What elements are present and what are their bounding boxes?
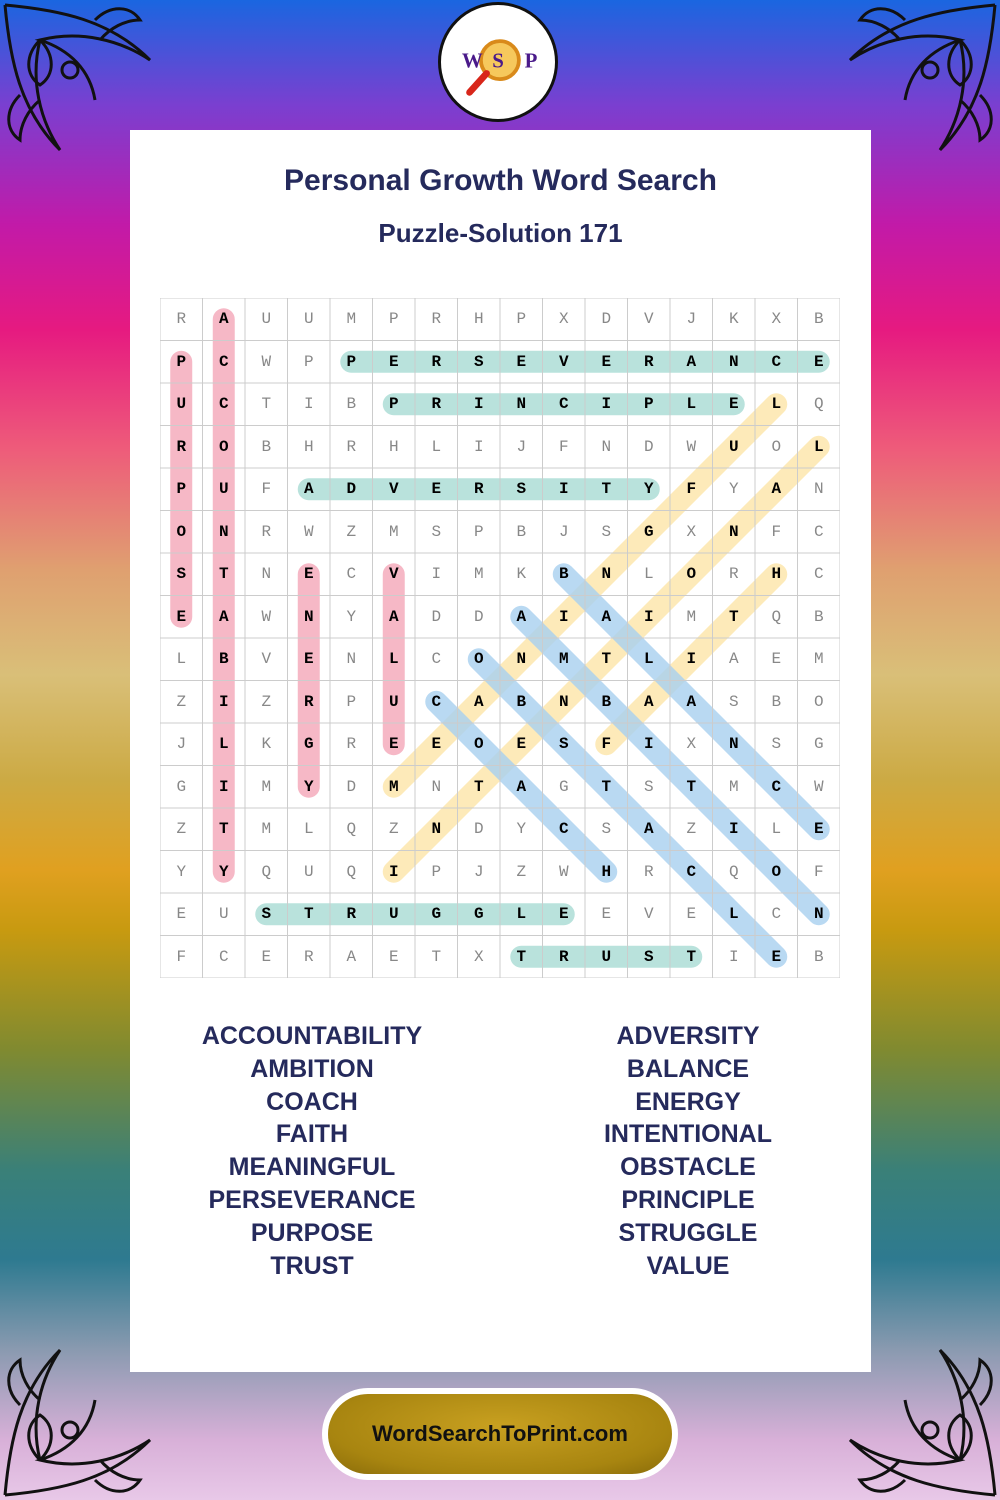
grid-cell[interactable]: T	[686, 777, 697, 796]
grid-cell[interactable]: H	[473, 310, 484, 329]
grid-cell[interactable]: L	[303, 820, 314, 839]
grid-cell[interactable]: E	[516, 735, 527, 754]
grid-cell[interactable]: J	[473, 862, 484, 881]
grid-cell[interactable]: B	[813, 310, 824, 329]
grid-cell[interactable]: C	[686, 862, 697, 881]
grid-cell[interactable]: R	[643, 862, 654, 881]
grid-cell[interactable]: V	[558, 352, 569, 371]
grid-cell[interactable]: P	[473, 522, 484, 541]
magnifier-logo-icon	[441, 5, 555, 119]
grid-cell[interactable]: I	[303, 395, 314, 414]
grid-cell[interactable]: Q	[728, 862, 739, 881]
logo-letter-w: W	[461, 48, 483, 73]
grid-cell[interactable]: F	[601, 735, 612, 754]
grid-cell[interactable]: I	[643, 607, 654, 626]
grid-cell[interactable]: S	[473, 352, 484, 371]
grid-cell[interactable]: W	[261, 607, 272, 626]
grid-cell[interactable]: F	[261, 480, 272, 499]
grid-cell[interactable]: I	[218, 777, 229, 796]
grid-cell[interactable]: G	[558, 777, 569, 796]
grid-cell[interactable]: A	[303, 480, 314, 499]
grid-cell[interactable]: P	[388, 310, 399, 329]
grid-cell[interactable]: E	[388, 352, 399, 371]
grid-cell[interactable]: O	[686, 565, 697, 584]
grid-cell[interactable]: L	[176, 650, 187, 669]
grid-cell[interactable]: N	[728, 522, 739, 541]
grid-cell[interactable]: T	[303, 905, 314, 924]
grid-cell[interactable]: R	[303, 692, 314, 711]
grid-cell[interactable]: M	[346, 310, 357, 329]
grid-cell[interactable]: I	[218, 692, 229, 711]
grid-cell[interactable]: Z	[686, 820, 697, 839]
grid-cell[interactable]: P	[176, 352, 187, 371]
grid-cell[interactable]: S	[431, 522, 442, 541]
grid-cell[interactable]: F	[558, 437, 569, 456]
grid-cell[interactable]: A	[601, 607, 612, 626]
grid-cell[interactable]: Y	[346, 607, 357, 626]
grid-cell[interactable]: S	[261, 905, 272, 924]
grid-cell[interactable]: B	[516, 522, 527, 541]
grid-cell[interactable]: W	[686, 437, 697, 456]
grid-cell[interactable]: W	[558, 862, 569, 881]
grid-cell[interactable]: Y	[728, 480, 739, 499]
grid-cell[interactable]: S	[601, 820, 612, 839]
grid-cell[interactable]: I	[473, 395, 484, 414]
grid-cell[interactable]: D	[346, 480, 357, 499]
grid-cell[interactable]: U	[218, 480, 229, 499]
grid-cell[interactable]: K	[261, 735, 272, 754]
grid-cell[interactable]: P	[516, 310, 527, 329]
grid-cell[interactable]: Q	[813, 395, 824, 414]
grid-cell[interactable]: A	[388, 607, 399, 626]
grid-cell[interactable]: V	[643, 310, 654, 329]
word-list-item: TRUST	[270, 1251, 354, 1280]
grid-cell[interactable]: O	[218, 437, 229, 456]
grid-cell[interactable]: L	[643, 565, 654, 584]
grid-cell[interactable]: O	[771, 862, 782, 881]
grid-cell[interactable]: C	[218, 352, 229, 371]
grid-cell[interactable]: D	[431, 607, 442, 626]
grid-cell[interactable]: R	[431, 395, 442, 414]
grid-cell[interactable]: T	[431, 947, 442, 966]
grid-cell[interactable]: N	[558, 692, 569, 711]
grid-cell[interactable]: G	[643, 522, 654, 541]
grid-cell[interactable]: C	[771, 777, 782, 796]
grid-cell[interactable]: B	[601, 692, 612, 711]
grid-cell[interactable]: C	[813, 522, 824, 541]
word-list-item: BALANCE	[626, 1054, 750, 1083]
grid-cell[interactable]: C	[431, 650, 442, 669]
grid-cell[interactable]: R	[346, 437, 357, 456]
grid-cell[interactable]: P	[643, 395, 654, 414]
page-title: Personal Growth Word Search	[284, 164, 717, 197]
grid-cell[interactable]: E	[516, 352, 527, 371]
grid-cell[interactable]: M	[558, 650, 569, 669]
grid-cell[interactable]: F	[771, 522, 782, 541]
grid-cell[interactable]: V	[643, 905, 654, 924]
grid-cell[interactable]: N	[601, 565, 612, 584]
grid-cell[interactable]: O	[176, 522, 187, 541]
grid-cell[interactable]: I	[431, 565, 442, 584]
grid-cell[interactable]: S	[771, 735, 782, 754]
grid-cell[interactable]: C	[771, 905, 782, 924]
grid-cell[interactable]: R	[176, 310, 187, 329]
page-subtitle: Puzzle-Solution 171	[378, 218, 623, 248]
grid-cell[interactable]: B	[771, 692, 782, 711]
grid-cell[interactable]: A	[643, 820, 654, 839]
grid-cell[interactable]: L	[771, 395, 782, 414]
grid-cell[interactable]: G	[431, 905, 442, 924]
grid-cell[interactable]: U	[601, 947, 612, 966]
grid-cell[interactable]: N	[601, 437, 612, 456]
grid-cell[interactable]: D	[473, 607, 484, 626]
grid-cell[interactable]: A	[516, 777, 527, 796]
grid-cell[interactable]: N	[346, 650, 357, 669]
footer-site-link[interactable]: WordSearchToPrint.com	[328, 1394, 672, 1474]
grid-cell[interactable]: A	[728, 650, 739, 669]
grid-cell[interactable]: B	[558, 565, 569, 584]
grid-cell[interactable]: F	[176, 947, 187, 966]
grid-cell[interactable]: S	[728, 692, 739, 711]
logo-letter-s: S	[492, 48, 504, 73]
grid-cell[interactable]: X	[771, 310, 782, 329]
grid-cell[interactable]: E	[601, 905, 612, 924]
grid-cell[interactable]: C	[813, 565, 824, 584]
grid-cell[interactable]: G	[473, 905, 484, 924]
grid-cell[interactable]: B	[261, 437, 272, 456]
grid-cell[interactable]: M	[686, 607, 697, 626]
footer-badge[interactable]	[322, 1388, 678, 1480]
grid-cell[interactable]: N	[813, 905, 824, 924]
grid-cell[interactable]: M	[728, 777, 739, 796]
word-list-item: PRINCIPLE	[621, 1185, 755, 1214]
grid-cell[interactable]: Z	[261, 692, 272, 711]
grid-cell[interactable]: Z	[388, 820, 399, 839]
grid-cell[interactable]: I	[388, 862, 399, 881]
grid-cell[interactable]: A	[516, 607, 527, 626]
grid-cell[interactable]: I	[728, 820, 739, 839]
grid-cell[interactable]: M	[473, 565, 484, 584]
grid-cell[interactable]: L	[728, 905, 739, 924]
grid-cell[interactable]: A	[473, 692, 484, 711]
grid-cell[interactable]: X	[686, 522, 697, 541]
grid-cell[interactable]: Z	[176, 820, 187, 839]
grid-cell[interactable]: C	[346, 565, 357, 584]
word-list-item: PURPOSE	[250, 1218, 374, 1247]
grid-cell[interactable]: S	[176, 565, 187, 584]
grid-cell[interactable]: B	[218, 650, 229, 669]
grid-cell[interactable]: K	[516, 565, 527, 584]
grid-cell[interactable]: E	[813, 352, 824, 371]
grid-cell[interactable]: T	[516, 947, 527, 966]
grid-cell[interactable]: O	[813, 692, 824, 711]
grid-cell[interactable]: A	[686, 692, 697, 711]
grid-cell[interactable]: S	[601, 522, 612, 541]
grid-cell[interactable]: W	[261, 352, 272, 371]
word-list-left	[112, 1020, 512, 1282]
grid-cell[interactable]: J	[686, 310, 697, 329]
grid-cell[interactable]: I	[686, 650, 697, 669]
grid-cell[interactable]: R	[728, 565, 739, 584]
word-list-item: OBSTACLE	[620, 1153, 756, 1182]
grid-cell[interactable]: E	[686, 905, 697, 924]
grid-cell[interactable]: D	[643, 437, 654, 456]
grid-cell[interactable]: I	[643, 735, 654, 754]
word-list-item: ADVERSITY	[616, 1022, 760, 1050]
grid-cell[interactable]: N	[431, 820, 442, 839]
word-list-item: AMBITION	[250, 1054, 374, 1083]
grid-cell[interactable]: M	[388, 522, 399, 541]
grid-cell[interactable]: R	[643, 352, 654, 371]
grid-cell[interactable]: E	[388, 735, 399, 754]
grid-cell[interactable]: D	[346, 777, 357, 796]
grid-cell[interactable]: V	[388, 565, 399, 584]
grid-cell[interactable]: I	[473, 437, 484, 456]
grid-cell[interactable]: H	[771, 565, 782, 584]
grid-cell[interactable]: L	[218, 735, 229, 754]
grid-cell[interactable]: L	[388, 650, 399, 669]
grid-cell[interactable]: X	[473, 947, 484, 966]
grid-cell[interactable]: V	[261, 650, 272, 669]
grid-cell[interactable]: U	[728, 437, 739, 456]
grid-cell[interactable]: R	[346, 735, 357, 754]
logo-letter-p: P	[524, 48, 538, 73]
grid-cell[interactable]: F	[686, 480, 697, 499]
grid-cell[interactable]: N	[516, 650, 527, 669]
grid-cell[interactable]: L	[516, 905, 527, 924]
grid-cell[interactable]: B	[346, 395, 357, 414]
grid-cell[interactable]: W	[813, 777, 824, 796]
grid-cell[interactable]: U	[176, 395, 187, 414]
grid-cell[interactable]: E	[176, 905, 187, 924]
grid-cell[interactable]: E	[813, 820, 824, 839]
grid-cell[interactable]: U	[218, 905, 229, 924]
grid-cell[interactable]: A	[218, 607, 229, 626]
grid-cell[interactable]: T	[473, 777, 484, 796]
grid-cell[interactable]: P	[303, 352, 314, 371]
grid-cell[interactable]: L	[686, 395, 697, 414]
grid-cell[interactable]: P	[346, 692, 357, 711]
grid-cell[interactable]: N	[728, 352, 739, 371]
grid-cell[interactable]: D	[473, 820, 484, 839]
grid-cell[interactable]: E	[771, 947, 782, 966]
grid-cell[interactable]: O	[771, 437, 782, 456]
grid-cell[interactable]: M	[813, 650, 824, 669]
grid-cell[interactable]: Y	[176, 862, 187, 881]
grid-cell[interactable]: C	[431, 692, 442, 711]
grid-cell[interactable]: U	[303, 310, 314, 329]
grid-cell[interactable]: R	[431, 310, 442, 329]
grid-cell[interactable]: O	[473, 735, 484, 754]
grid-cell[interactable]: J	[558, 522, 569, 541]
grid-cell[interactable]: U	[303, 862, 314, 881]
grid-cell[interactable]: Y	[218, 862, 229, 881]
grid-cell[interactable]: A	[686, 352, 697, 371]
grid-cell[interactable]: R	[261, 522, 272, 541]
grid-cell[interactable]: R	[473, 480, 484, 499]
word-list-item: STRUGGLE	[618, 1218, 758, 1247]
grid-cell[interactable]: T	[728, 607, 739, 626]
grid-cell[interactable]: S	[516, 480, 527, 499]
grid-cell[interactable]: E	[558, 905, 569, 924]
grid-cell[interactable]: A	[218, 310, 229, 329]
grid-cell[interactable]: E	[601, 352, 612, 371]
word-list-item: ACCOUNTABILITY	[201, 1022, 423, 1050]
grid-cell[interactable]: R	[303, 947, 314, 966]
grid-cell[interactable]: N	[218, 522, 229, 541]
grid-cell[interactable]: P	[431, 862, 442, 881]
word-list-right	[488, 1020, 888, 1282]
grid-cell[interactable]: M	[388, 777, 399, 796]
grid-cell[interactable]: C	[218, 947, 229, 966]
grid-cell[interactable]: G	[176, 777, 187, 796]
grid-cell[interactable]: T	[601, 480, 612, 499]
grid-cell[interactable]: K	[728, 310, 739, 329]
grid-cell[interactable]: Q	[346, 820, 357, 839]
grid-cell[interactable]: H	[388, 437, 399, 456]
grid-cell[interactable]: M	[261, 820, 272, 839]
grid-cell[interactable]: J	[176, 735, 187, 754]
grid-cell[interactable]: E	[431, 480, 442, 499]
grid-cell[interactable]: N	[431, 777, 442, 796]
grid-cell[interactable]: G	[303, 735, 314, 754]
grid-cell[interactable]: N	[728, 735, 739, 754]
grid-cell[interactable]: C	[218, 395, 229, 414]
grid-cell[interactable]: A	[346, 947, 357, 966]
grid-cell[interactable]: Z	[176, 692, 187, 711]
grid-cell[interactable]: Q	[771, 607, 782, 626]
word-list-item: ENERGY	[635, 1087, 741, 1116]
grid-cell[interactable]: S	[643, 947, 654, 966]
grid-cell[interactable]: H	[601, 862, 612, 881]
grid-cell[interactable]: Q	[261, 862, 272, 881]
word-list-item: MEANINGFUL	[228, 1153, 396, 1182]
grid-cell[interactable]: P	[346, 352, 357, 371]
grid-cell[interactable]: L	[643, 650, 654, 669]
grid-cell[interactable]: Y	[516, 820, 527, 839]
grid-cell[interactable]: R	[346, 905, 357, 924]
grid-cell[interactable]: J	[516, 437, 527, 456]
grid-cell[interactable]: C	[558, 820, 569, 839]
grid-cell[interactable]: R	[176, 437, 187, 456]
grid-cell[interactable]: I	[558, 607, 569, 626]
grid-cell[interactable]: I	[728, 947, 739, 966]
site-logo[interactable]	[438, 2, 558, 122]
grid-cell[interactable]: X	[558, 310, 569, 329]
word-list-item: INTENTIONAL	[603, 1120, 773, 1149]
grid-cell[interactable]: T	[218, 820, 229, 839]
grid-cell[interactable]: A	[771, 480, 782, 499]
grid-cell[interactable]: X	[686, 735, 697, 754]
grid-cell[interactable]: Q	[346, 862, 357, 881]
grid-cell[interactable]: A	[643, 692, 654, 711]
grid-cell[interactable]: M	[261, 777, 272, 796]
grid-cell[interactable]: B	[516, 692, 527, 711]
grid-cell[interactable]: E	[771, 650, 782, 669]
word-list-item: PERSEVERANCE	[208, 1185, 416, 1214]
grid-cell[interactable]: E	[176, 607, 187, 626]
grid-cell[interactable]: F	[813, 862, 824, 881]
word-list-item: FAITH	[275, 1120, 349, 1149]
grid-cell[interactable]: T	[601, 777, 612, 796]
grid-cell[interactable]: P	[176, 480, 187, 499]
grid-cell[interactable]: L	[813, 437, 824, 456]
grid-cell[interactable]: L	[431, 437, 442, 456]
grid-cell[interactable]: U	[261, 310, 272, 329]
grid-cell[interactable]: N	[516, 395, 527, 414]
grid-cell[interactable]: Z	[516, 862, 527, 881]
word-list-item: COACH	[266, 1087, 358, 1116]
grid-cell[interactable]: B	[813, 607, 824, 626]
grid-cell[interactable]: E	[303, 565, 314, 584]
grid-cell[interactable]: N	[813, 480, 824, 499]
grid-cell[interactable]: U	[388, 905, 399, 924]
grid-cell[interactable]: Y	[303, 777, 314, 796]
word-search-grid	[160, 298, 840, 978]
grid-cell[interactable]: W	[303, 522, 314, 541]
grid-cell[interactable]: E	[431, 735, 442, 754]
grid-cell[interactable]: V	[388, 480, 399, 499]
grid-cell[interactable]: T	[686, 947, 697, 966]
grid-cell[interactable]: G	[813, 735, 824, 754]
grid-cell[interactable]: P	[388, 395, 399, 414]
word-list-item: VALUE	[646, 1251, 730, 1280]
grid-cell[interactable]: E	[388, 947, 399, 966]
grid-cell[interactable]: T	[218, 565, 229, 584]
grid-cell[interactable]: I	[601, 395, 612, 414]
grid-cell[interactable]: I	[558, 480, 569, 499]
grid-cell[interactable]: O	[473, 650, 484, 669]
grid-cell[interactable]: N	[261, 565, 272, 584]
grid-cell[interactable]: Z	[346, 522, 357, 541]
grid-cell[interactable]: E	[303, 650, 314, 669]
grid-cell[interactable]: H	[303, 437, 314, 456]
grid-cell[interactable]: T	[261, 395, 272, 414]
grid-cell[interactable]: Y	[643, 480, 654, 499]
grid-cell[interactable]: C	[771, 352, 782, 371]
grid-cell[interactable]: T	[601, 650, 612, 669]
grid-cell[interactable]: S	[643, 777, 654, 796]
grid-cell[interactable]: N	[303, 607, 314, 626]
grid-cell[interactable]: D	[601, 310, 612, 329]
grid-cell[interactable]: S	[558, 735, 569, 754]
grid-cell[interactable]: R	[558, 947, 569, 966]
grid-cell[interactable]: L	[771, 820, 782, 839]
grid-cell[interactable]: U	[388, 692, 399, 711]
grid-cell[interactable]: E	[728, 395, 739, 414]
grid-cell[interactable]: R	[431, 352, 442, 371]
grid-cell[interactable]: B	[813, 947, 824, 966]
grid-cell[interactable]: C	[558, 395, 569, 414]
grid-cell[interactable]: E	[261, 947, 272, 966]
